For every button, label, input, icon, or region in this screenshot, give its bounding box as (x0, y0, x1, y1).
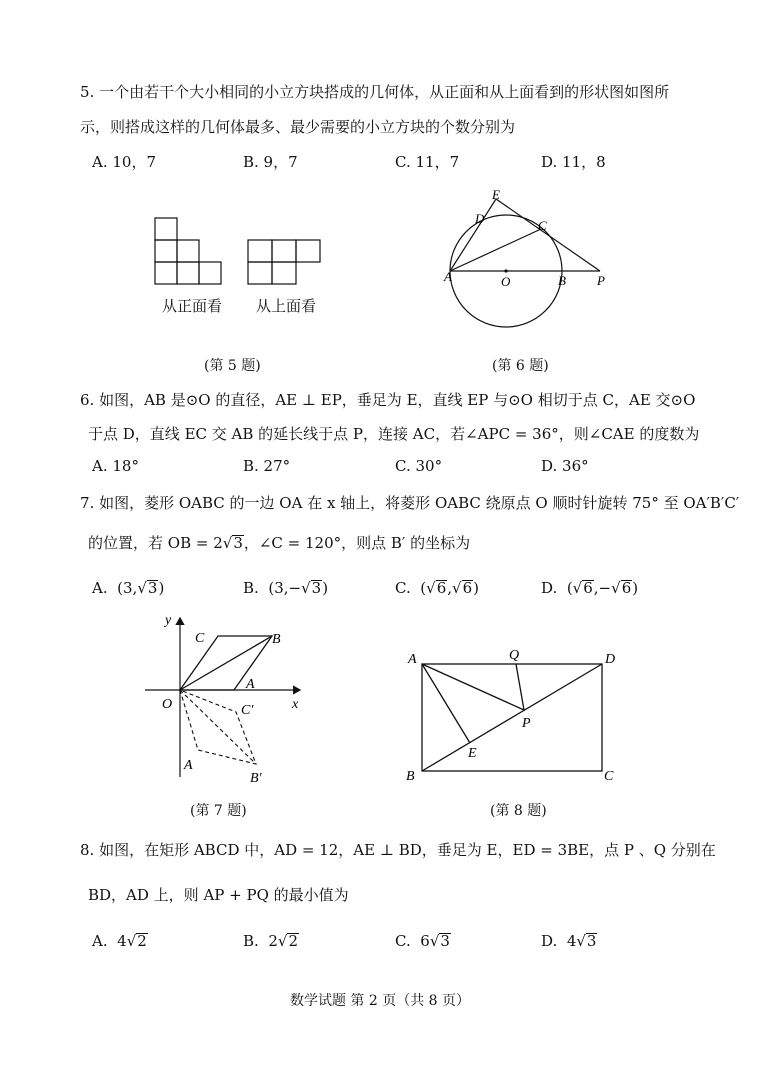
q6-option-a: A. 18° (92, 457, 139, 475)
q7-stem-line1: 7. 如图，菱形 OABC 的一边 OA 在 x 轴上，将菱形 OABC 绕原点 O 顺时针旋转 75° 至 OA′B′C′ (80, 494, 740, 512)
label-b: B (558, 273, 566, 288)
label-a: A (246, 677, 255, 692)
diagonal-ob (180, 636, 272, 690)
label-a-prime: A (184, 758, 193, 773)
label-e: E (468, 746, 477, 761)
label-y: y (165, 613, 172, 628)
q8-stem-line1: 8. 如图，在矩形 ABCD 中，AD = 12，AE ⊥ BD，垂足为 E，ED = 3BE，点 P 、Q 分别在 (80, 841, 716, 859)
q8-option-a: A. 4√2 (92, 932, 147, 950)
q6-stem-line2: 于点 D，直线 EC 交 AB 的延长线于点 P，连接 AC，若∠APC = 36°，则∠CAE 的度数为 (88, 425, 700, 443)
q5-caption: (第 5 题) (204, 358, 261, 374)
center-dot (504, 269, 507, 272)
rotated-rhombus (180, 690, 256, 764)
q5-option-a: A. 10，7 (92, 153, 156, 171)
q7-option-c: C. (√6,√6) (395, 579, 479, 597)
top-view-grid (248, 240, 320, 284)
label-b-prime: B′ (250, 771, 262, 786)
label-q: Q (509, 648, 520, 663)
label-x: x (292, 697, 299, 712)
q6-figure (440, 185, 620, 335)
q8-stem-line2: BD，AD 上，则 AP + PQ 的最小值为 (88, 886, 349, 904)
q7-caption: (第 7 题) (190, 803, 247, 819)
label-a: A (444, 269, 452, 284)
label-c: C (604, 769, 614, 784)
q6-stem-line1: 6. 如图，AB 是⊙O 的直径，AE ⊥ EP，垂足为 E，直线 EP 与⊙O 相切于点 C，AE 交⊙O (80, 391, 696, 409)
label-a: A (408, 652, 417, 667)
q8-option-c: C. 6√3 (395, 932, 450, 950)
label-c-prime: C′ (241, 703, 254, 718)
q8-option-b: B. 2√2 (243, 932, 298, 950)
segment-pq (516, 664, 524, 710)
segment-ae (422, 664, 470, 743)
q7-option-d: D. (√6,−√6) (541, 579, 639, 597)
label-b: B (272, 632, 281, 647)
q5-option-b: B. 9，7 (243, 153, 298, 171)
page-footer: 数学试题 第 2 页（共 8 页） (289, 993, 471, 1009)
label-c: C (195, 631, 205, 646)
label-d: D (475, 211, 485, 226)
q5-stem-line2: 示，则搭成这样的几何体最多、最少需要的小立方块的个数分别为 (80, 118, 516, 136)
label-e: E (492, 187, 500, 202)
q7-option-a: A. (3,√3) (92, 579, 165, 597)
q8-figure (400, 640, 630, 790)
front-view-grid (155, 218, 221, 284)
q7-option-b: B. (3,−√3) (243, 579, 329, 597)
front-view-label: 从正面看 (162, 297, 223, 315)
q7-stem-line2: 的位置，若 OB = 2√3，∠C = 120°，则点 B′ 的坐标为 (88, 534, 471, 552)
diagonal-bd (422, 664, 602, 771)
q6-option-b: B. 27° (243, 457, 291, 475)
q8-caption: (第 8 题) (490, 803, 547, 819)
q5-option-c: C. 11，7 (395, 153, 460, 171)
line-ep (496, 199, 600, 271)
label-c: C (538, 218, 547, 233)
q5-stem-line1: 5. 一个由若干个大小相同的小立方块搭成的几何体，从正面和从上面看到的形状图如图所 (80, 83, 670, 101)
label-p: P (597, 273, 605, 288)
q7-figure (140, 612, 320, 792)
label-d: D (605, 652, 616, 667)
q6-caption: (第 6 题) (492, 358, 549, 374)
label-b: B (406, 769, 415, 784)
q5-option-d: D. 11，8 (541, 153, 606, 171)
segment-ap (422, 664, 524, 710)
q6-option-d: D. 36° (541, 457, 589, 475)
q8-option-d: D. 4√3 (541, 932, 597, 950)
label-p: P (522, 716, 531, 731)
q6-option-c: C. 30° (395, 457, 443, 475)
label-o: O (162, 697, 173, 712)
label-o: O (501, 274, 511, 289)
top-view-label: 从上面看 (256, 297, 317, 315)
